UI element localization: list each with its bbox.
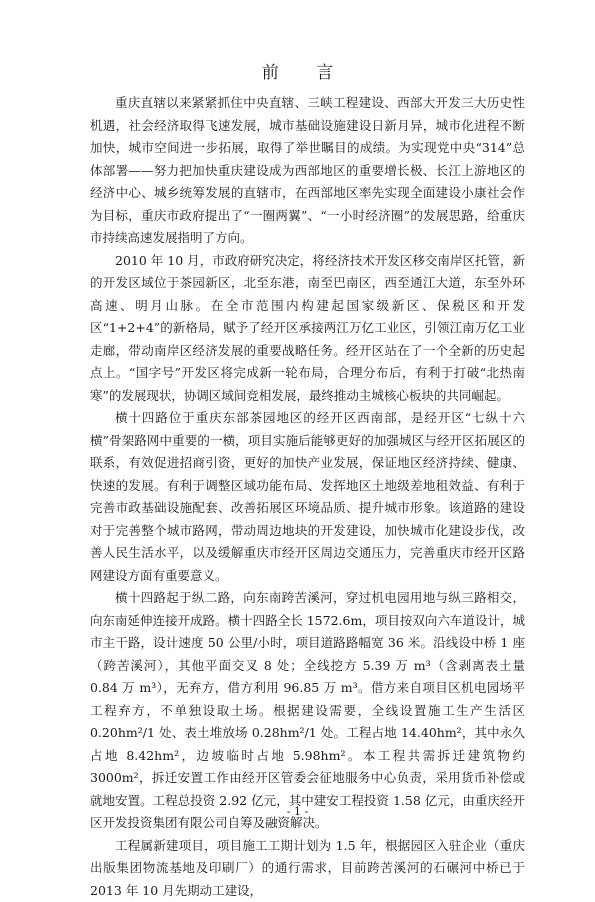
document-body [90,92,525,902]
paragraph-3: 横十四路位于重庆东部茶园地区的经开区西南部，是经开区“七纵十六横”骨架路网中重要的一横，项目实施后能够更好的加强城区与经开区拓展区的联系，有效促进招商引资，更好的加快产业发展，保证地区经济持续、健康、快速的发展。有利于调整区域功能布局、发挥地区土地级差地租效益、有利于完善市政基础设施配套、改善拓展区环境品质、提升城市形象。该道路的建设对于完善整个城市路网，带动周边地块的开发建设，加快城市化建设步伐，改善人民生活水平，以及缓解重庆市经开区周边交通压力，完善重庆市经开区路网建设方面有重要意义。 [90,407,525,587]
paragraph-5: 工程属新建项目，项目施工工期计划为 1.5 年，根据园区入驻企业（重庆出版集团物流基地及印刷厂）的通行需求，目前跨苦溪河的石碾河中桥已于 2013 年 10 月先期动工建设， [90,835,525,902]
page-number: - 1 - [0,805,595,818]
page-title: 前 言 [0,62,595,84]
paragraph-2: 2010 年 10 月，市政府研究决定，将经济技术开发区移交南岸区托管，新的开发区域位于茶园新区，北至东港，南至巴南区，西至通江大道，东至外环高速、明月山脉。在全市范围内构建起国家级新区、保税区和开发区“1+2+4”的新格局，赋予了经开区承接两江万亿工业区，引领江南万亿工业走廊，带动南岸区经济发展的重要战略任务。经开区站在了一个全新的历史起点上。“国字号”开发区将完成新一轮布局，合理分布后，有利于打破“北热南寒”的发展现状，协调区域间竞相发展，最终推动主城核心板块的共同崛起。 [90,250,525,408]
paragraph-1: 重庆直辖以来紧紧抓住中央直辖、三峡工程建设、西部大开发三大历史性机遇，社会经济取得飞速发展，城市基础设施建设日新月异，城市化进程不断加快，城市空间进一步拓展，取得了举世瞩目的成绩。为实现党中央“314”总体部署——努力把加快重庆建设成为西部地区的重要增长极、长江上游地区的经济中心、城乡统筹发展的直辖市，在西部地区率先实现全面建设小康社会作为目标，重庆市政府提出了“一圈两翼”、“一小时经济圈”的发展思路，给重庆市持续高速发展指明了方向。 [90,92,525,250]
paragraph-4: 横十四路起于纵二路，向东南跨苦溪河，穿过机电园用地与纵三路相交，向东南延伸连接开成路。横十四路全长 1572.6m，项目按双向六车道设计，城市主干路，设计速度 50 公里/小时，项目道路路幅宽 36 米。沿线设中桥 1 座（跨苦溪河），其他平面交叉 8 处；全线挖方 5.39 万 m³（含剥离表土量 0.84 万 m³），无弃方，借方利用 96.85 万 m³。借方来自项目区机电园场平工程弃方，不单独设取土场。根据建设需要，全线设置施工生产生活区 0.20hm²/1 处、表土堆放场 0.28hm²/1 处。工程占地 14.40hm²，其中永久占地 8.42hm²，边坡临时占地 5.98hm²。本工程共需拆迁建筑物约 3000m²，拆迁安置工作由经开区管委会征地服务中心负责，采用货币补偿或就地安置。工程总投资 2.92 亿元，其中建安工程投资 1.58 亿元，由重庆经开区开发投资集团有限公司自筹及融资解决。 [90,587,525,835]
